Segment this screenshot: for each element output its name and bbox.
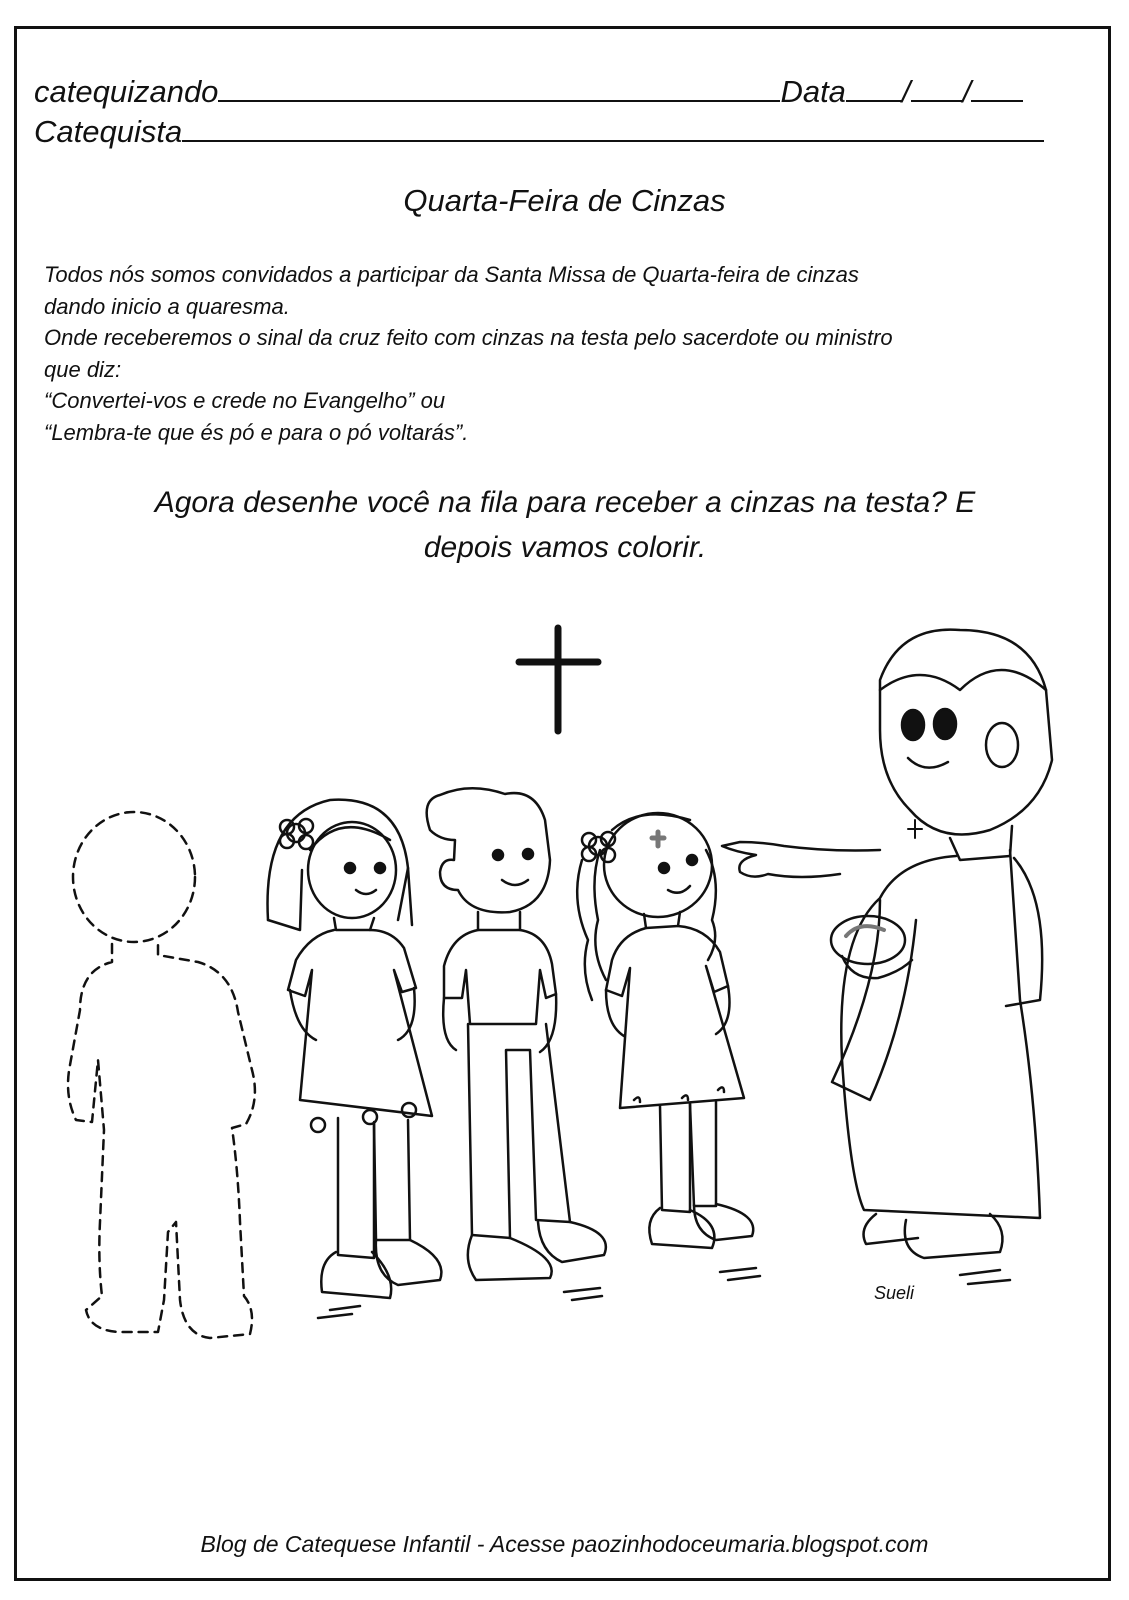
- paragraph-line: Onde receberemos o sinal da cruz feito com cinzas na testa pelo sacerdote ou ministro: [44, 325, 893, 350]
- catequizando-label: catequizando: [34, 74, 219, 109]
- date-label: Data: [780, 74, 846, 109]
- artist-signature: Sueli: [874, 1283, 915, 1303]
- boy: [427, 788, 606, 1300]
- date-separator: /: [962, 74, 972, 109]
- priest-with-ash-bowl: [722, 630, 1052, 1284]
- cross-icon: [519, 628, 598, 731]
- dashed-outline-child[interactable]: [68, 812, 255, 1338]
- girl-with-ash-cross: [577, 813, 760, 1280]
- paragraph-line: que diz:: [44, 356, 122, 382]
- paragraph-line: “Lembra-te que és pó e para o pó voltarás”.: [44, 419, 469, 445]
- instruction-line: Agora desenhe você na fila para receber a cinzas na testa? E: [154, 486, 976, 519]
- page-title: Quarta-Feira de Cinzas: [403, 183, 726, 218]
- date-separator: /: [901, 74, 911, 109]
- paragraph-line: dando inicio a quaresma.: [44, 293, 290, 319]
- girl-with-flower: [268, 800, 442, 1318]
- catequista-label: Catequista: [34, 114, 183, 149]
- paragraph-line: “Convertei-vos e crede no Evangelho” ou: [44, 388, 446, 413]
- ash-cross-mark: [652, 832, 664, 846]
- footer-credit: Blog de Catequese Infantil - Acesse paozinhodoceumaria.blogspot.com: [200, 1531, 929, 1557]
- paragraph-line: Todos nós somos convidados a participar da Santa Missa de Quarta-feira de cinzas: [44, 262, 859, 287]
- instruction-line: depois vamos colorir.: [423, 531, 707, 564]
